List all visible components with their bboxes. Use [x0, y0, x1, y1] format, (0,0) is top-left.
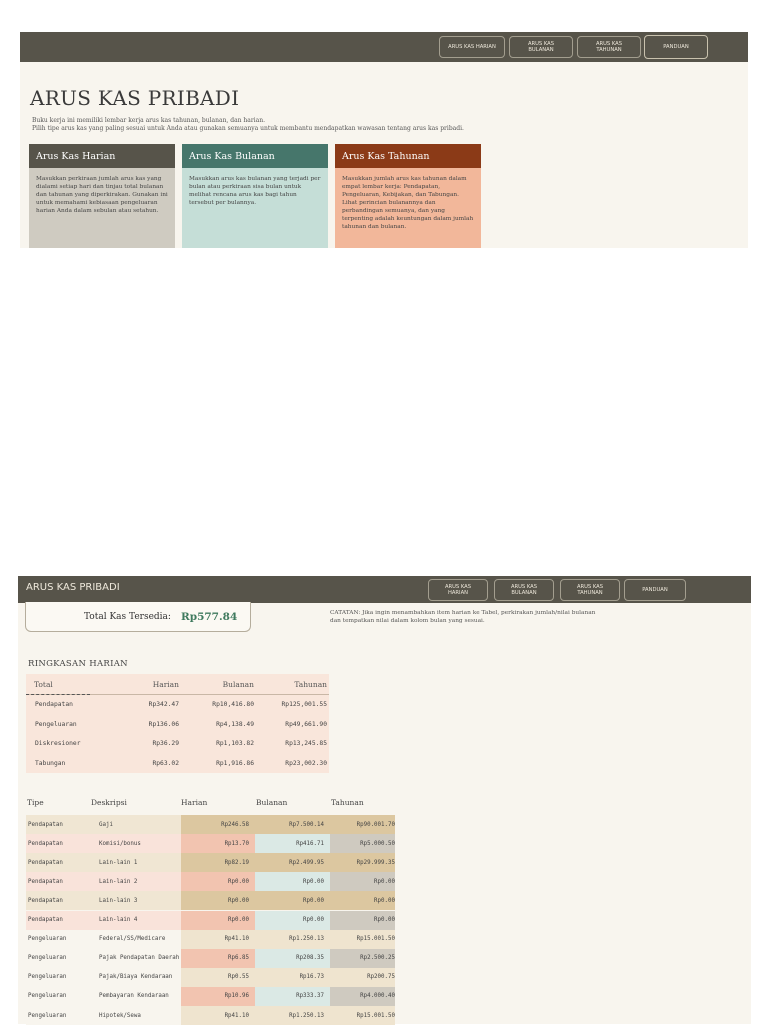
- cell-type[interactable]: Pengeluaran: [26, 1006, 92, 1025]
- cell-monthly[interactable]: Rp0.00: [255, 891, 330, 910]
- nav-guide-label: PANDUAN: [663, 44, 689, 50]
- summary-cell-yearly: Rp49,661.90: [285, 720, 327, 728]
- header-description: Deskripsi: [91, 798, 127, 807]
- summary-title: RINGKASAN HARIAN: [28, 659, 128, 669]
- header-yearly: Tahunan: [331, 798, 364, 807]
- cell-monthly[interactable]: Rp1.250.13: [255, 1006, 330, 1025]
- nav-yearly-button-2[interactable]: [560, 579, 620, 601]
- cell-yearly[interactable]: Rp15.001.50: [330, 1006, 395, 1025]
- summary-cell-monthly: Rp10,416.80: [212, 701, 254, 708]
- cell-type[interactable]: Pendapatan: [26, 853, 92, 872]
- header-type: Tipe: [27, 798, 44, 807]
- cell-yearly[interactable]: Rp90.001.70: [330, 815, 395, 834]
- cell-monthly[interactable]: Rp208.35: [255, 949, 330, 968]
- cell-daily[interactable]: Rp0.00: [181, 911, 255, 930]
- header-monthly: Bulanan: [256, 798, 288, 807]
- nav-daily-button[interactable]: [439, 36, 505, 58]
- summary-cell-monthly: Rp4,138.49: [216, 720, 254, 728]
- summary-cell-yearly: Rp13,245.85: [285, 740, 327, 747]
- page-description: [32, 117, 592, 133]
- card-yearly-body: Masukkan jumlah arus kas tahunan dalam empat lembar kerja: Pendapatan, Pengeluaran, Kebijakan, dan Tabungan. Lihat perincian bulanannya dan perbandingan semuanya, dan yang terpenting adalah keuntungan dalam jumlah tahunan dan bulanan.: [335, 168, 481, 248]
- cell-description[interactable]: Lain-lain 2: [92, 872, 181, 891]
- nav-daily-button-2[interactable]: [428, 579, 488, 601]
- cell-monthly[interactable]: Rp16.73: [255, 968, 330, 987]
- detail-table-header: [27, 798, 407, 812]
- note-text: CATATAN: Jika ingin menambahkan item harian ke Tabel, perkirakan jumlah/nilai bulanan dan tempatkan nilai dalam kolom bulan yang sesuai.: [330, 610, 596, 624]
- cell-daily[interactable]: Rp10.96: [181, 987, 255, 1006]
- cell-daily[interactable]: Rp82.19: [181, 853, 255, 872]
- nav-guide-button-2[interactable]: [624, 579, 686, 601]
- card-monthly[interactable]: [182, 144, 328, 248]
- total-cash-label: Total Kas Tersedia:: [84, 612, 171, 622]
- summary-cell-label: Diskresioner: [35, 740, 81, 747]
- top-nav-bar: [20, 32, 748, 62]
- cell-type[interactable]: Pengeluaran: [26, 949, 92, 968]
- nav-daily-label-2: ARUS KAS HARIAN: [444, 584, 472, 596]
- cell-type[interactable]: Pendapatan: [26, 911, 92, 930]
- summary-cell-monthly: Rp1,103.82: [216, 740, 254, 747]
- top-nav-bar-2: [18, 576, 751, 603]
- cell-type[interactable]: Pendapatan: [26, 872, 92, 891]
- cell-daily[interactable]: Rp41.10: [181, 1006, 255, 1025]
- table-row[interactable]: [26, 930, 396, 949]
- summary-row: [26, 695, 329, 715]
- cell-description[interactable]: Lain-lain 4: [92, 911, 181, 930]
- cell-description[interactable]: Pembayaran Kendaraan: [92, 987, 181, 1006]
- card-daily-title: Arus Kas Harian: [29, 144, 175, 168]
- cell-monthly[interactable]: Rp0.00: [255, 911, 330, 930]
- summary-row: [26, 715, 329, 735]
- nav-yearly-label-2: ARUS KAS TAHUNAN: [576, 584, 604, 596]
- cell-type[interactable]: Pendapatan: [26, 891, 92, 910]
- cell-daily[interactable]: Rp246.58: [181, 815, 255, 834]
- table-row[interactable]: [26, 1006, 396, 1025]
- cover-page: [20, 32, 748, 248]
- summary-row: [26, 734, 329, 754]
- daily-cashflow-page: [18, 576, 751, 1024]
- nav-yearly-button[interactable]: [577, 36, 641, 58]
- summary-cell-label: Pendapatan: [35, 701, 73, 708]
- nav-yearly-label: ARUS KAS TAHUNAN: [595, 41, 623, 53]
- summary-header-daily: Harian: [152, 680, 179, 689]
- cell-type[interactable]: Pendapatan: [26, 834, 92, 853]
- cell-monthly[interactable]: Rp416.71: [255, 834, 330, 853]
- cell-daily[interactable]: Rp13.70: [181, 834, 255, 853]
- card-yearly[interactable]: [335, 144, 481, 248]
- card-monthly-body: Masukkan arus kas bulanan yang terjadi per bulan atau perkiraan sisa bulan untuk melihat rencana arus kas bagi tahun tersebut per bulannya.: [182, 168, 328, 248]
- table-row[interactable]: [26, 815, 396, 834]
- cell-description[interactable]: Hipotek/Sewa: [92, 1006, 181, 1025]
- summary-cell-label: Tabungan: [35, 759, 66, 767]
- cell-description[interactable]: Pajak/Biaya Kendaraan: [92, 968, 181, 987]
- table-row[interactable]: [26, 949, 396, 968]
- description-line-1: Buku kerja ini memiliki lembar kerja arus kas tahunan, bulanan, dan harian.: [32, 117, 266, 124]
- cell-daily[interactable]: Rp0.00: [181, 872, 255, 891]
- card-monthly-title: Arus Kas Bulanan: [182, 144, 328, 168]
- cell-yearly[interactable]: Rp4.000.40: [330, 987, 395, 1006]
- cell-yearly[interactable]: Rp0.00: [330, 911, 395, 930]
- summary-header-yearly: Tahunan: [294, 680, 327, 689]
- cell-type[interactable]: Pendapatan: [26, 815, 92, 834]
- summary-cell-monthly: Rp1,916.86: [216, 759, 254, 767]
- page-title: ARUS KAS PRIBADI: [30, 86, 240, 110]
- cell-description[interactable]: Pajak Pendapatan Daerah: [92, 949, 181, 968]
- cell-monthly[interactable]: Rp7.500.14: [255, 815, 330, 834]
- nav-guide-button[interactable]: [644, 35, 708, 59]
- cell-description[interactable]: Komisi/bonus: [92, 834, 181, 853]
- cell-type[interactable]: Pengeluaran: [26, 930, 92, 949]
- sheet-title: ARUS KAS PRIBADI: [26, 582, 120, 593]
- cell-daily[interactable]: Rp0.00: [181, 891, 255, 910]
- cell-yearly[interactable]: Rp29.999.35: [330, 853, 395, 872]
- table-row[interactable]: [26, 872, 396, 891]
- summary-cell-daily: Rp342.47: [148, 701, 179, 708]
- nav-monthly-label: ARUS KAS BULANAN: [527, 41, 555, 53]
- cell-daily[interactable]: Rp41.10: [181, 930, 255, 949]
- summary-cell-daily: Rp36.29: [152, 740, 179, 747]
- nav-monthly-button-2[interactable]: [494, 579, 554, 601]
- table-row[interactable]: [26, 987, 396, 1006]
- summary-cell-yearly: Rp23,002.30: [285, 759, 327, 767]
- cell-monthly[interactable]: Rp333.37: [255, 987, 330, 1006]
- table-row[interactable]: [26, 834, 396, 853]
- total-cash-value: Rp577.84: [181, 611, 238, 623]
- card-yearly-title: Arus Kas Tahunan: [335, 144, 481, 168]
- cell-yearly[interactable]: Rp0.00: [330, 872, 395, 891]
- cell-yearly[interactable]: Rp200.75: [330, 968, 395, 987]
- cell-monthly[interactable]: Rp0.00: [255, 872, 330, 891]
- table-row[interactable]: [26, 911, 396, 930]
- nav-guide-label-2: PANDUAN: [642, 587, 668, 593]
- cell-yearly[interactable]: Rp0.00: [330, 891, 395, 910]
- summary-header-total: Total: [34, 680, 53, 689]
- header-daily: Harian: [181, 798, 208, 807]
- cell-description[interactable]: Lain-lain 1: [92, 853, 181, 872]
- summary-cell-daily: Rp63.02: [152, 759, 179, 767]
- card-daily-body: Masukkan perkiraan jumlah arus kas yang dialami setiap hari dan tinjau total bulanan dan tahunan yang diperkirakan. Gunakan ini untuk memahami kebiasaan pengeluaran harian Anda dalam sebulan atau setahun.: [29, 168, 175, 248]
- cell-type[interactable]: Pengeluaran: [26, 987, 92, 1006]
- table-row[interactable]: [26, 968, 396, 987]
- cell-description[interactable]: Federal/SS/Medicare: [92, 930, 181, 949]
- cell-daily[interactable]: Rp6.85: [181, 949, 255, 968]
- cell-yearly[interactable]: Rp5.000.50: [330, 834, 395, 853]
- cell-monthly[interactable]: Rp2.499.95: [255, 853, 330, 872]
- cell-yearly[interactable]: Rp2.500.25: [330, 949, 395, 968]
- summary-cell-yearly: Rp125,001.55: [281, 701, 327, 708]
- card-daily[interactable]: [29, 144, 175, 248]
- cell-monthly[interactable]: Rp1.250.13: [255, 930, 330, 949]
- cell-type[interactable]: Pengeluaran: [26, 968, 92, 987]
- cell-description[interactable]: Gaji: [92, 815, 181, 834]
- nav-monthly-label-2: ARUS KAS BULANAN: [510, 584, 538, 596]
- summary-cell-label: Pengeluaran: [35, 720, 77, 728]
- summary-row: [26, 754, 329, 774]
- summary-table: [26, 674, 329, 773]
- table-row[interactable]: [26, 853, 396, 872]
- nav-daily-label: ARUS KAS HARIAN: [448, 44, 496, 50]
- cell-description[interactable]: Lain-lain 3: [92, 891, 181, 910]
- cell-daily[interactable]: Rp0.55: [181, 968, 255, 987]
- nav-monthly-button[interactable]: [509, 36, 573, 58]
- summary-header-monthly: Bulanan: [222, 680, 254, 689]
- description-line-2: Pilih tipe arus kas yang paling sesuai untuk Anda atau gunakan semuanya untuk membantu mendapatkan wawasan tentang arus kas pribadi.: [32, 125, 464, 132]
- cell-yearly[interactable]: Rp15.001.50: [330, 930, 395, 949]
- total-cash-box: [25, 602, 251, 632]
- summary-cell-daily: Rp136.06: [148, 720, 179, 728]
- table-row[interactable]: [26, 891, 396, 910]
- summary-header-row: [26, 674, 329, 695]
